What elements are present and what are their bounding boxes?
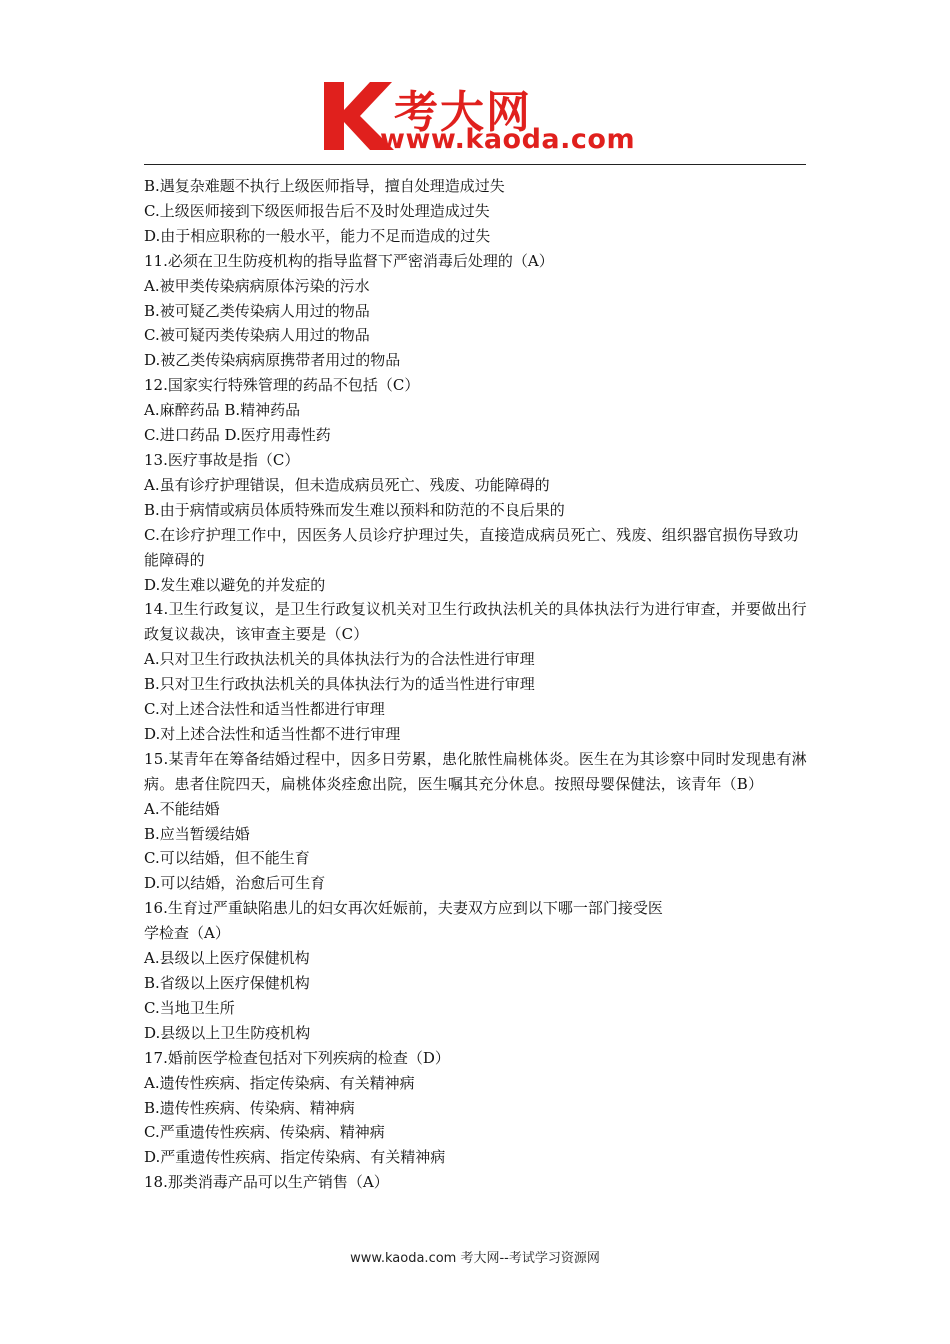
option-line: A.遗传性疾病、指定传染病、有关精神病 <box>144 1073 415 1092</box>
option-line: A.麻醉药品 B.精神药品 <box>144 401 301 420</box>
option-line: D.县级以上卫生防疫机构 <box>144 1023 311 1042</box>
option-line: B.被可疑乙类传染病人用过的物品 <box>144 301 370 320</box>
question-11: 11.必须在卫生防疫机构的指导监督下严密消毒后处理的（A） <box>144 251 554 270</box>
option-line: B.应当暂缓结婚 <box>144 824 250 843</box>
text-line: B.遇复杂难题不执行上级医师指导，擅自处理造成过失 <box>144 177 505 195</box>
question-14: 14.卫生行政复议，是卫生行政复议机关对卫生行政执法机关的具体执法行为进行审查，并要做出行政复议裁决，该审查主要是（C） <box>144 600 807 644</box>
option-line: C.严重遗传性疾病、传染病、精神病 <box>144 1123 385 1142</box>
option-line: C.当地卫生所 <box>144 998 235 1017</box>
logo-url-text: www.kaoda.com <box>380 124 636 155</box>
option-line: A.只对卫生行政执法机关的具体执法行为的合法性进行审理 <box>144 650 535 669</box>
option-line: A.县级以上医疗保健机构 <box>144 949 310 968</box>
option-line: C.对上述合法性和适当性都进行审理 <box>144 700 385 719</box>
option-line: B.省级以上医疗保健机构 <box>144 974 310 992</box>
page-footer: www.kaoda.com 考大网--考试学习资源网 <box>350 1251 600 1266</box>
option-line: D.可以结婚，治愈后可生育 <box>144 874 326 893</box>
option-line: D.严重遗传性疾病、指定传染病、有关精神病 <box>144 1148 446 1167</box>
option-line: D.发生难以避免的并发症的 <box>144 575 326 594</box>
site-logo <box>318 80 638 160</box>
option-line: C.被可疑丙类传染病人用过的物品 <box>144 326 370 345</box>
question-13: 13.医疗事故是指（C） <box>144 450 300 469</box>
text-line: C.上级医师接到下级医师报告后不及时处理造成过失 <box>144 201 490 220</box>
header-divider <box>144 164 806 165</box>
question-16: 16.生育过严重缺陷患儿的妇女再次妊娠前，夫妻双方应到以下哪一部门接受医 <box>144 899 663 918</box>
option-line: D.被乙类传染病病原携带者用过的物品 <box>144 351 401 370</box>
option-line: C.进口药品 D.医疗用毒性药 <box>144 426 331 445</box>
option-line: B.只对卫生行政执法机关的具体执法行为的适当性进行审理 <box>144 675 535 694</box>
option-line: A.虽有诊疗护理错误，但未造成病员死亡、残废、功能障碍的 <box>144 475 550 494</box>
logo-chinese-text: 考大网 <box>394 87 532 138</box>
document-body <box>144 174 808 1195</box>
option-line: B.由于病情或病员体质特殊而发生难以预料和防范的不良后果的 <box>144 500 565 519</box>
question-16-cont: 学检查（A） <box>144 924 230 943</box>
option-line: C.可以结婚，但不能生育 <box>144 849 310 868</box>
option-line: A.被甲类传染病病原体污染的污水 <box>144 276 370 295</box>
option-line: B.遗传性疾病、传染病、精神病 <box>144 1098 355 1117</box>
question-17: 17.婚前医学检查包括对下列疾病的检查（D） <box>144 1048 450 1067</box>
option-line: C.在诊疗护理工作中，因医务人员诊疗护理过失，直接造成病员死亡、残废、组织器官损伤导致功能障碍的 <box>144 525 799 569</box>
text-line: D.由于相应职称的一般水平，能力不足而造成的过失 <box>144 226 491 245</box>
question-12: 12.国家实行特殊管理的药品不包括（C） <box>144 376 420 395</box>
question-18: 18.那类消毒产品可以生产销售（A） <box>144 1173 389 1192</box>
option-line: D.对上述合法性和适当性都不进行审理 <box>144 724 401 743</box>
option-line: A.不能结婚 <box>144 799 220 818</box>
question-15: 15.某青年在筹备结婚过程中，因多日劳累，患化脓性扁桃体炎。医生在为其诊察中同时发现患有淋病。患者住院四天，扁桃体炎痊愈出院，医生嘱其充分休息。按照母婴保健法，该青年（B） <box>144 749 807 793</box>
